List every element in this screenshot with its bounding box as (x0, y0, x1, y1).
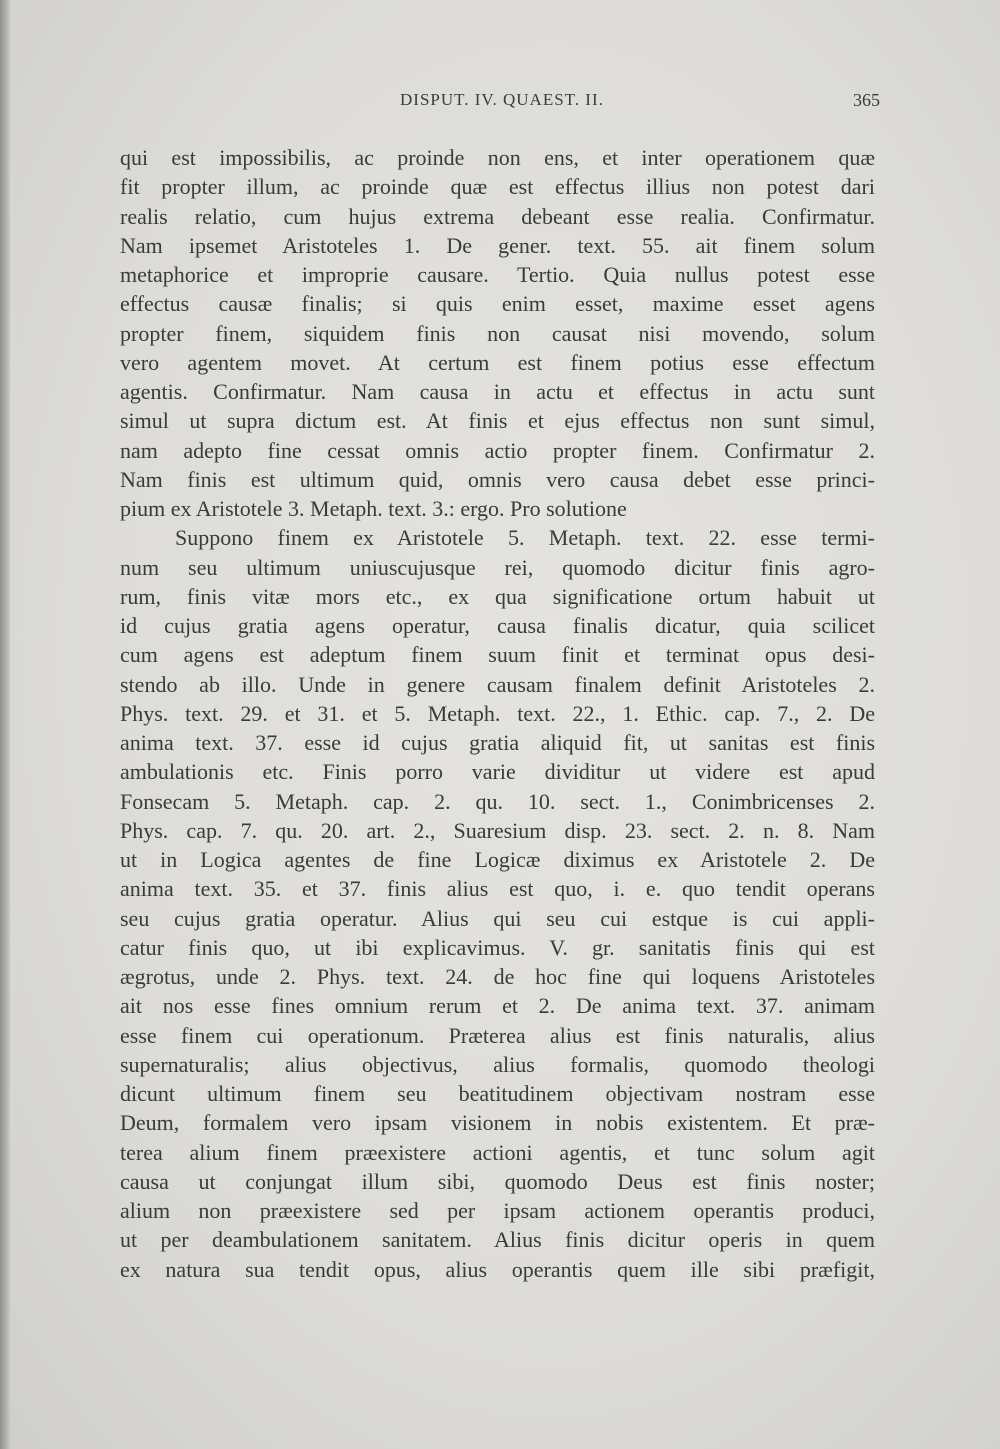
text-line: Nam finis est ultimum quid, omnis vero causa debet esse princi- (120, 466, 875, 492)
text-line: Nam ipsemet Aristoteles 1. De gener. text. 55. ait finem solum (120, 232, 875, 258)
text-line: realis relatio, cum hujus extrema debeant esse realia. Confirmatur. (120, 203, 875, 229)
text-line: seu cujus gratia operatur. Alius qui seu cui estque is cui appli- (120, 905, 875, 931)
text-line: catur finis quo, ut ibi explicavimus. V. gr. sanitatis finis qui est (120, 934, 875, 960)
text-line: supernaturalis; alius objectivus, alius formalis, quomodo theologi (120, 1051, 875, 1077)
text-line: id cujus gratia agens operatur, causa finalis dicatur, quia scilicet (120, 613, 875, 638)
text-line: pium ex Aristotele 3. Metaph. text. 3.: ergo. Pro solutione (120, 496, 627, 521)
text-line: cum agens est adeptum finem suum finit et terminat opus desi- (120, 642, 875, 668)
text-line: Deum, formalem vero ipsam visionem in nobis existentem. Et præ- (120, 1110, 875, 1136)
text-line: nam adepto fine cessat omnis actio propter finem. Confirmatur 2. (120, 437, 875, 463)
text-line: propter finem, siquidem finis non causat nisi movendo, solum (120, 320, 875, 346)
text-line: rum, finis vitæ mors etc., ex qua significatione ortum habuit ut (120, 583, 875, 609)
text-line: metaphorice et improprie causare. Tertio. Quia nullus potest esse (120, 262, 875, 287)
text-line: alium non præexistere sed per ipsam actionem operantis produci, (120, 1198, 875, 1223)
text-line: vero agentem movet. At certum est finem potius esse effectum (120, 349, 875, 375)
text-line: ut per deambulationem sanitatem. Alius finis dicitur operis in quem (120, 1227, 875, 1253)
text-line: ægrotus, unde 2. Phys. text. 24. de hoc fine qui loquens Aristoteles (120, 964, 875, 989)
text-line: effectus causæ finalis; si quis enim esset, maxime esset agens (120, 291, 875, 317)
text-line: Phys. text. 29. et 31. et 5. Metaph. text. 22., 1. Ethic. cap. 7., 2. De (120, 700, 875, 726)
text-line: fit propter illum, ac proinde quæ est effectus illius non potest dari (120, 174, 875, 200)
text-line: terea alium finem præexistere actioni agentis, et tunc solum agit (120, 1139, 875, 1165)
page-number: 365 (853, 90, 880, 110)
text-line: agentis. Confirmatur. Nam causa in actu et effectus in actu sunt (120, 379, 875, 404)
paragraph-start-line: Suppono finem ex Aristotele 5. Metaph. text. 22. esse termi- (175, 525, 875, 551)
running-head-title: DISPUT. IV. QUAEST. II. (400, 90, 604, 109)
text-line: ait nos esse fines omnium rerum et 2. De anima text. 37. animam (120, 993, 875, 1019)
text-line: Phys. cap. 7. qu. 20. art. 2., Suaresium disp. 23. sect. 2. n. 8. Nam (120, 817, 875, 843)
text-line: Fonsecam 5. Metaph. cap. 2. qu. 10. sect. 1., Conimbricenses 2. (120, 788, 875, 814)
text-line: stendo ab illo. Unde in genere causam finalem definit Aristoteles 2. (120, 671, 875, 697)
text-line: ut in Logica agentes de fine Logicæ diximus ex Aristotele 2. De (120, 847, 875, 872)
text-line: esse finem cui operationum. Præterea alius est finis naturalis, alius (120, 1022, 875, 1048)
running-head (120, 90, 880, 120)
text-line: ambulationis etc. Finis porro varie dividitur ut videre est apud (120, 759, 875, 785)
text-line: num seu ultimum uniuscujusque rei, quomodo dicitur finis agro- (120, 554, 875, 580)
text-line: qui est impossibilis, ac proinde non ens, et inter operationem quæ (120, 145, 875, 170)
text-line: causa ut conjungat illum sibi, quomodo Deus est finis noster; (120, 1168, 875, 1194)
text-line: anima text. 37. esse id cujus gratia aliquid fit, ut sanitas est finis (120, 730, 875, 755)
text-line: ex natura sua tendit opus, alius operantis quem ille sibi præfigit, (120, 1256, 875, 1282)
text-line: anima text. 35. et 37. finis alius est quo, i. e. quo tendit operans (120, 876, 875, 902)
body-text (120, 143, 875, 1284)
page-gutter-shadow (0, 0, 10, 1449)
text-line: dicunt ultimum finem seu beatitudinem objectivam nostram esse (120, 1081, 875, 1106)
text-line: simul ut supra dictum est. At finis et ejus effectus non sunt simul, (120, 408, 875, 434)
